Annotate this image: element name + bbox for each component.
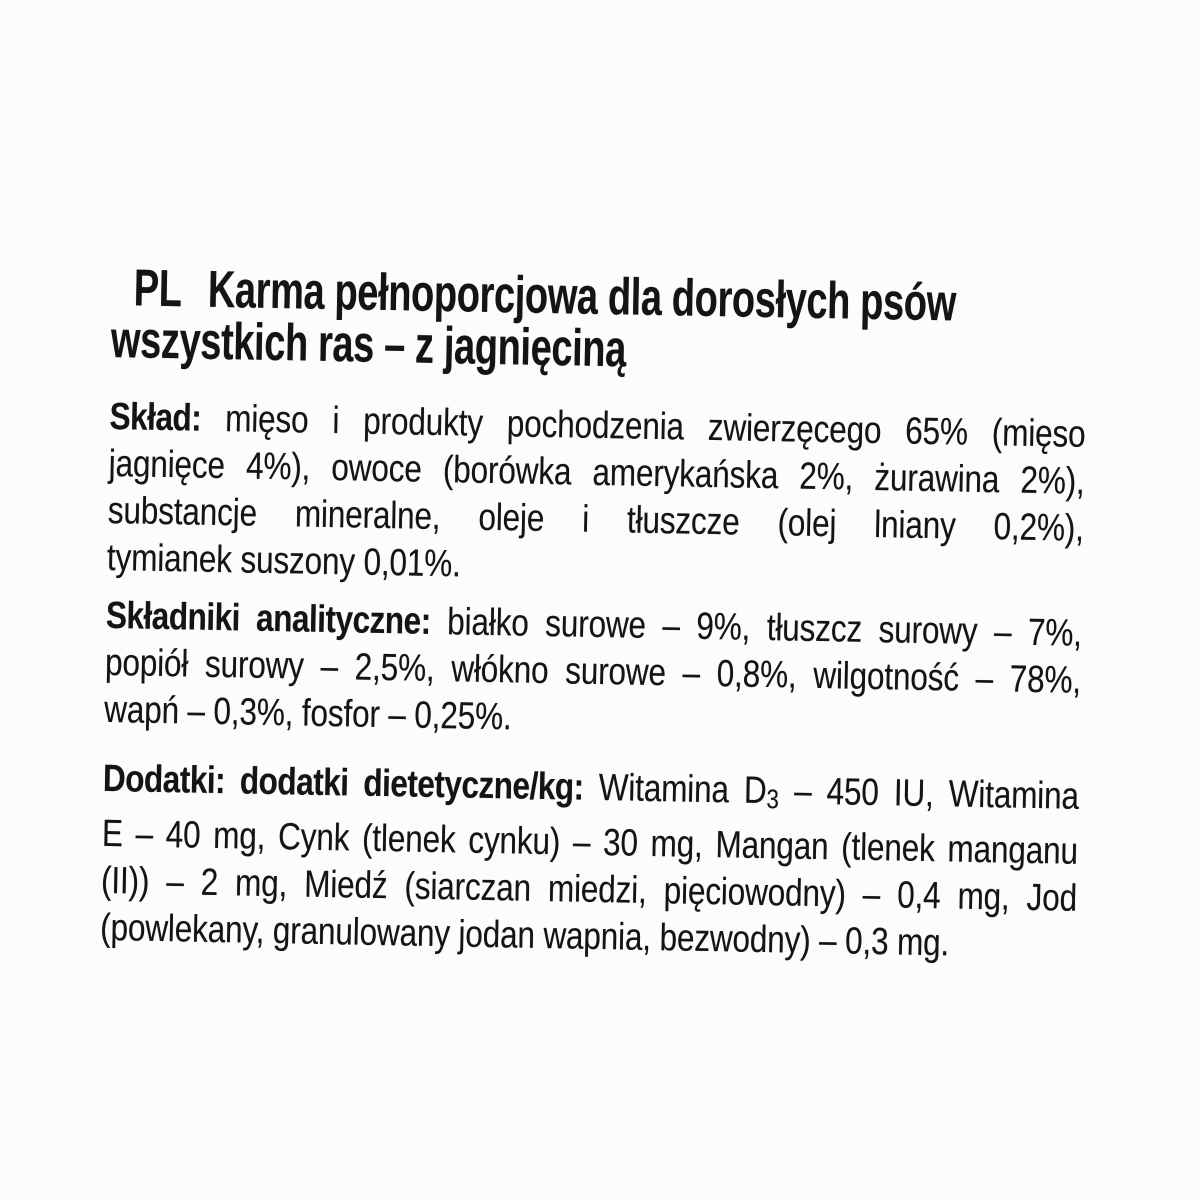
additives-line-1-pre-subscript: Witamina D [598, 766, 767, 813]
title-line-2-text: wszystkich ras – z jagnięciną [110, 310, 627, 379]
title-line-2-wrap [110, 310, 627, 379]
additives-line-4: (powlekany, granulowany jodan wapnia, bezwodny) – 0,3 mg. [99, 906, 950, 965]
ingredients-line-2: jagnięce 4%), owoce (borówka amerykańska 2%, żurawina 2%), [108, 442, 1086, 503]
additives-line-3: (II)) – 2 mg, Miedź (siarczan miedzi, pięciowodny) – 0,4 mg, Jod [100, 859, 1078, 920]
analytical-line-3: wapń – 0,3%, fosfor – 0,25%. [103, 688, 512, 739]
analytical-constituents-section [104, 593, 1082, 752]
analytical-line-2: popiół surowy – 2,5%, włókno surowe – 0,8%, wilgotność – 78%, [104, 641, 1082, 702]
analytical-line-1-text: białko surowe – 9%, tłuszcz surowy – 7%, [446, 601, 1083, 655]
additives-line-1-post-subscript: – 450 IU, Witamina [793, 770, 1080, 818]
analytical-section-label: Składniki analityczne: [105, 594, 432, 643]
language-code: PL [133, 259, 183, 319]
ingredients-line-3: substancje mineralne, oleje i tłuszcze (olej lniany 0,2%), [107, 489, 1085, 550]
title-line-1-text: Karma pełnoporcjowa dla dorosłych psów [207, 260, 957, 333]
ingredients-line-1-text: mięso i produkty pochodzenia zwierzęcego 65% (mięso [224, 398, 1086, 456]
additives-line-2: E – 40 mg, Cynk (tlenek cynku) – 30 mg, Mangan (tlenek manganu [101, 812, 1079, 873]
ingredients-section-label: Skład: [109, 395, 202, 440]
product-label-text-block [100, 230, 1089, 970]
ingredients-section [107, 394, 1086, 600]
ingredients-line-4: tymianek suszony 0,01%. [106, 536, 462, 586]
additives-section [100, 756, 1080, 970]
vitamin-d3-subscript: 3 [766, 784, 780, 815]
additives-section-label: Dodatki: dodatki dietetyczne/kg: [102, 757, 585, 809]
